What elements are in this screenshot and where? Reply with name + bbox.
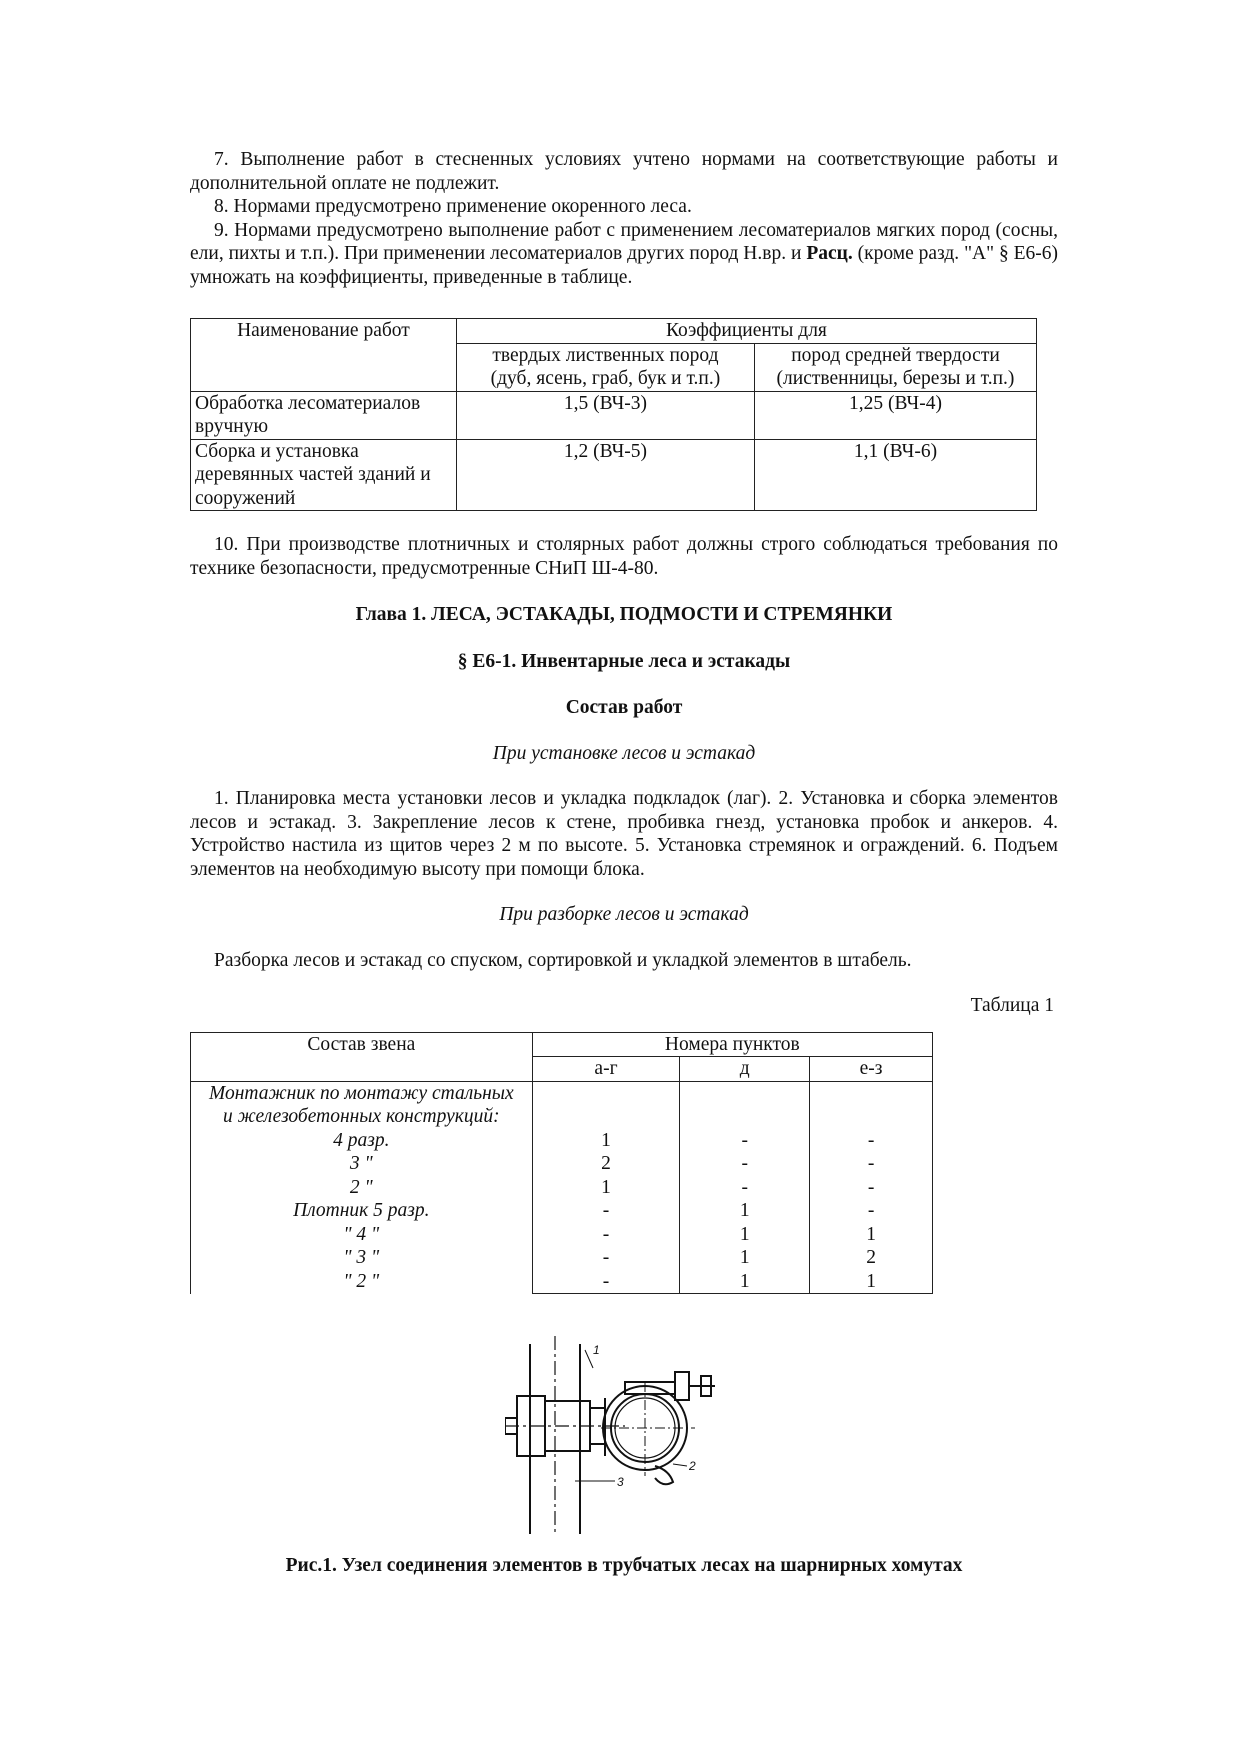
dismantle-subtitle: При разборке лесов и эстакад bbox=[499, 904, 749, 925]
crew-group-label: Монтажник по монтажу стальных bbox=[208, 1082, 514, 1104]
crew-labels-cell bbox=[191, 1081, 533, 1294]
figure-label: 1 bbox=[593, 1343, 600, 1357]
crew-table bbox=[190, 1032, 933, 1295]
crew-cell: - bbox=[602, 1270, 610, 1292]
coef-group-header: Коэффициенты для bbox=[456, 319, 1036, 344]
clamp-drawing bbox=[505, 1336, 735, 1536]
crew-row-label: " 2 " bbox=[343, 1270, 380, 1292]
coefficient-table bbox=[190, 318, 1037, 511]
coef-row-hard: 1,5 (ВЧ-3) bbox=[456, 391, 754, 439]
crew-cell: - bbox=[741, 1153, 749, 1174]
crew-cell: 1 bbox=[601, 1176, 611, 1198]
crew-cell: 2 bbox=[866, 1247, 876, 1268]
crew-cell: 1 bbox=[739, 1247, 750, 1268]
crew-subheader: д bbox=[680, 1057, 810, 1082]
figure-label: 2 bbox=[689, 1459, 696, 1473]
crew-cell: - bbox=[867, 1129, 875, 1151]
crew-cell: - bbox=[867, 1176, 875, 1198]
paragraph-10: 10. При производстве плотничных и столярных работ должны строго соблюдаться требования по технике безопасности, предусмотренные СНиП Ш-4-80. bbox=[190, 534, 1058, 579]
crew-cell: 1 bbox=[866, 1223, 876, 1245]
crew-cell: 1 bbox=[739, 1200, 750, 1221]
crew-cell: - bbox=[741, 1176, 749, 1198]
paragraph-8: 8. Нормами предусмотрено применение окоренного леса. bbox=[214, 196, 692, 217]
crew-cell: - bbox=[741, 1129, 749, 1151]
crew-cell: - bbox=[867, 1200, 875, 1221]
composition-title: Состав работ bbox=[565, 697, 683, 718]
crew-cell: - bbox=[867, 1153, 875, 1174]
paragraph-7: 7. Выполнение работ в стесненных условиях учтено нормами на соответствующие работы и дополнительной оплате не подлежит. bbox=[190, 149, 1058, 194]
coef-row-hard: 1,2 (ВЧ-5) bbox=[456, 439, 754, 511]
crew-row-label: Плотник 5 разр. bbox=[293, 1200, 430, 1221]
coef-hard-header: твердых лиственных пород (дуб, ясень, граб, бук и т.п.) bbox=[456, 343, 754, 391]
crew-row-label: " 3 " bbox=[343, 1247, 380, 1268]
crew-subheader: а-г bbox=[532, 1057, 680, 1082]
crew-col-values bbox=[532, 1081, 680, 1294]
dismantle-text: Разборка лесов и эстакад со спуском, сортировкой и укладкой элементов в штабель. bbox=[214, 949, 912, 971]
coef-medium-header: пород средней твердости (лиственницы, березы и т.п.) bbox=[754, 343, 1036, 391]
crew-subheader: е-з bbox=[810, 1057, 933, 1082]
crew-col-values bbox=[810, 1081, 933, 1294]
table-caption: Таблица 1 bbox=[970, 995, 1054, 1016]
crew-group-label: и железобетонных конструкций: bbox=[223, 1106, 500, 1127]
crew-cell: 1 bbox=[739, 1270, 750, 1292]
document-page bbox=[190, 148, 1058, 1578]
crew-row-label: " 4 " bbox=[343, 1223, 380, 1245]
clamp-joint-figure bbox=[505, 1336, 735, 1536]
crew-col-values bbox=[680, 1081, 810, 1294]
coef-row-name: Обработка лесоматериалов вручную bbox=[191, 391, 457, 439]
crew-row-label: 3 " bbox=[349, 1153, 373, 1174]
coef-row-name: Сборка и установка деревянных частей зданий и сооружений bbox=[191, 439, 457, 511]
crew-cell: 1 bbox=[739, 1223, 750, 1245]
coef-row-medium: 1,25 (ВЧ-4) bbox=[754, 391, 1036, 439]
install-subtitle: При установке лесов и эстакад bbox=[492, 742, 756, 764]
figure-caption: Рис.1. Узел соединения элементов в трубчатых лесах на шарнирных хомутах bbox=[285, 1555, 963, 1576]
chapter-title: Глава 1. ЛЕСА, ЭСТАКАДЫ, ПОДМОСТИ И СТРЕМЯНКИ bbox=[355, 604, 893, 625]
crew-cell: 2 bbox=[601, 1153, 611, 1174]
coef-row-medium: 1,1 (ВЧ-6) bbox=[754, 439, 1036, 511]
paragraph-9: 9. Нормами предусмотрено выполнение работ с применением лесоматериалов мягких пород (сосны, ели, пихты и т.п.). При применении лесоматериалов других пород Н.вр. и Расц. (кроме разд. "А" § Е6-6) умножать на коэффициенты, приведенные в таблице. bbox=[190, 219, 1059, 288]
figure-label: 3 bbox=[617, 1475, 624, 1489]
crew-row-label: 2 " bbox=[349, 1176, 373, 1198]
crew-cell: 1 bbox=[601, 1129, 611, 1151]
crew-cell: - bbox=[602, 1200, 610, 1221]
install-text: 1. Планировка места установки лесов и укладка подкладок (лаг). 2. Установка и сборка элементов лесов и эстакад. 3. Закрепление лесов к стене, пробивка гнезд, установка пробок и анкеров. 4. Устройство настила из щитов через 2 м по высоте. 5. Установка стремянок и ограждений. 6. Подъем элементов на необходимую высоту при помощи блока. bbox=[190, 788, 1058, 880]
crew-cell: - bbox=[602, 1247, 610, 1268]
crew-col-header: Состав звена bbox=[191, 1032, 533, 1081]
crew-cell: - bbox=[602, 1223, 610, 1245]
crew-group-header: Номера пунктов bbox=[532, 1032, 932, 1057]
crew-cell: 1 bbox=[866, 1270, 876, 1292]
coef-col-name-header: Наименование работ bbox=[191, 319, 457, 392]
crew-row-label: 4 разр. bbox=[333, 1129, 390, 1151]
section-title: § Е6-1. Инвентарные леса и эстакады bbox=[457, 650, 791, 672]
